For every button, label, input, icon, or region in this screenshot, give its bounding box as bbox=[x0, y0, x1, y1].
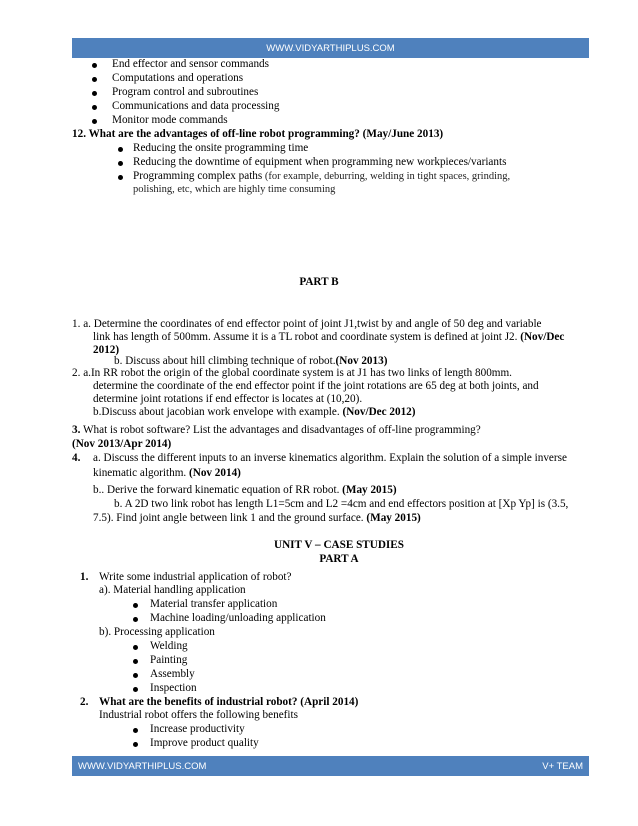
bullet-dot bbox=[92, 115, 97, 128]
question-text: b. A 2D two link robot has length L1=5cm and L2 =4cm and end effectors position at [Xp Yp] is (3.5, bbox=[114, 498, 569, 510]
question-text: 1. a. Determine the coordinates of end effector point of joint J1,twist by and angle of 50 deg and variable bbox=[72, 318, 542, 330]
bullet-dot bbox=[118, 157, 123, 170]
footer-site-link[interactable]: WWW.VIDYARTHIPLUS.COM bbox=[78, 760, 207, 772]
list-item: Reducing the downtime of equipment when programming new workpieces/variants bbox=[133, 156, 507, 168]
question-text: 2. a.In RR robot the origin of the global coordinate system is at J1 has two links of length 800mm. bbox=[72, 367, 512, 379]
bullet-dot bbox=[133, 724, 138, 737]
question-tag: (Nov 2013/Apr 2014) bbox=[72, 438, 172, 450]
bullet-dot bbox=[92, 59, 97, 72]
question-text: determine the coordinate of the end effector point if the joint rotations are 65 deg at both joints, and bbox=[93, 380, 539, 392]
list-item-text: (for example, deburring, welding in tight spaces, grinding, bbox=[262, 171, 511, 182]
question-text bbox=[93, 331, 564, 344]
question-number: 3. bbox=[72, 424, 81, 436]
question-tag: (Nov 2013) bbox=[335, 355, 388, 367]
sub-heading: a). Material handling application bbox=[99, 584, 246, 596]
section-heading: PART B bbox=[299, 276, 339, 288]
question-tag: (Nov/Dec bbox=[517, 331, 565, 343]
header-band bbox=[72, 38, 589, 58]
list-item: Reducing the onsite programming time bbox=[133, 142, 309, 154]
unit-title: UNIT V – CASE STUDIES bbox=[274, 539, 404, 551]
question-text bbox=[93, 467, 241, 480]
header-site-link[interactable]: WWW.VIDYARTHIPLUS.COM bbox=[266, 42, 395, 54]
list-item: Increase productivity bbox=[150, 723, 245, 735]
bullet-dot bbox=[133, 669, 138, 682]
question-text-part: 7.5). Find joint angle between link 1 and the ground surface. bbox=[93, 512, 367, 524]
question-text bbox=[93, 484, 397, 497]
question-text-part: b. Discuss about hill climbing technique of robot. bbox=[114, 355, 336, 367]
bullet-dot bbox=[133, 683, 138, 696]
list-item: Program control and subroutines bbox=[112, 86, 259, 98]
question-heading: 12. What are the advantages of off-line robot programming? (May/June 2013) bbox=[72, 128, 444, 140]
list-item: Machine loading/unloading application bbox=[150, 612, 326, 624]
bullet-dot bbox=[133, 738, 138, 751]
question-tag: (May 2015) bbox=[366, 512, 421, 524]
list-item-text: Programming complex paths bbox=[133, 170, 263, 182]
footer-team: V+ TEAM bbox=[542, 760, 583, 772]
question-text-part: What is robot software? List the advantages and disadvantages of off-line programming? bbox=[80, 424, 481, 436]
question-text-part: link has length of 500mm. Assume it is a TL robot and coordinate system is defined at joint J2. bbox=[93, 331, 518, 343]
question-heading: What are the benefits of industrial robot? (April 2014) bbox=[99, 696, 359, 708]
question-tag: 2012) bbox=[93, 344, 120, 356]
list-item: Assembly bbox=[150, 668, 195, 680]
list-item: End effector and sensor commands bbox=[112, 58, 269, 70]
bullet-dot bbox=[118, 143, 123, 156]
question-text: a. Discuss the different inputs to an inverse kinematics algorithm. Explain the solution of a simple inverse bbox=[93, 452, 567, 464]
list-item: Improve product quality bbox=[150, 737, 259, 749]
sub-heading: b). Processing application bbox=[99, 626, 215, 638]
list-item: Painting bbox=[150, 654, 188, 666]
list-item: Inspection bbox=[150, 682, 197, 694]
question-text: Industrial robot offers the following benefits bbox=[99, 709, 298, 721]
list-item: Monitor mode commands bbox=[112, 114, 228, 126]
footer-band bbox=[72, 756, 589, 776]
question-tag: (Nov/Dec 2012) bbox=[342, 406, 416, 418]
question-text: determine joint rotations if end effector is locates at (10,20). bbox=[93, 393, 363, 405]
question-text: Write some industrial application of robot? bbox=[99, 571, 292, 583]
list-item: Communications and data processing bbox=[112, 100, 280, 112]
bullet-dot bbox=[133, 641, 138, 654]
bullet-dot bbox=[133, 655, 138, 668]
bullet-dot bbox=[118, 171, 123, 184]
question-text bbox=[93, 512, 421, 525]
question-text bbox=[93, 406, 416, 419]
question-text-part: kinematic algorithm. bbox=[93, 467, 190, 479]
question-text bbox=[72, 424, 481, 437]
question-number: 2. bbox=[80, 696, 89, 708]
list-item: Welding bbox=[150, 640, 188, 652]
question-tag: (Nov 2014) bbox=[189, 467, 241, 479]
list-item: Computations and operations bbox=[112, 72, 244, 84]
bullet-dot bbox=[133, 613, 138, 626]
question-tag: (May 2015) bbox=[342, 484, 397, 496]
question-text-part: b.Discuss about jacobian work envelope with example. bbox=[93, 406, 340, 418]
bullet-dot bbox=[92, 101, 97, 114]
list-item bbox=[133, 170, 510, 183]
list-item: Material transfer application bbox=[150, 598, 278, 610]
list-item-continuation: polishing, etc, which are highly time consuming bbox=[133, 184, 336, 195]
question-text-part: b.. Derive the forward kinematic equation of RR robot. bbox=[93, 484, 343, 496]
bullet-dot bbox=[92, 73, 97, 86]
question-number: 1. bbox=[80, 571, 89, 583]
bullet-dot bbox=[133, 599, 138, 612]
question-number: 4. bbox=[72, 452, 81, 464]
bullet-dot bbox=[92, 87, 97, 100]
section-heading: PART A bbox=[319, 553, 359, 565]
